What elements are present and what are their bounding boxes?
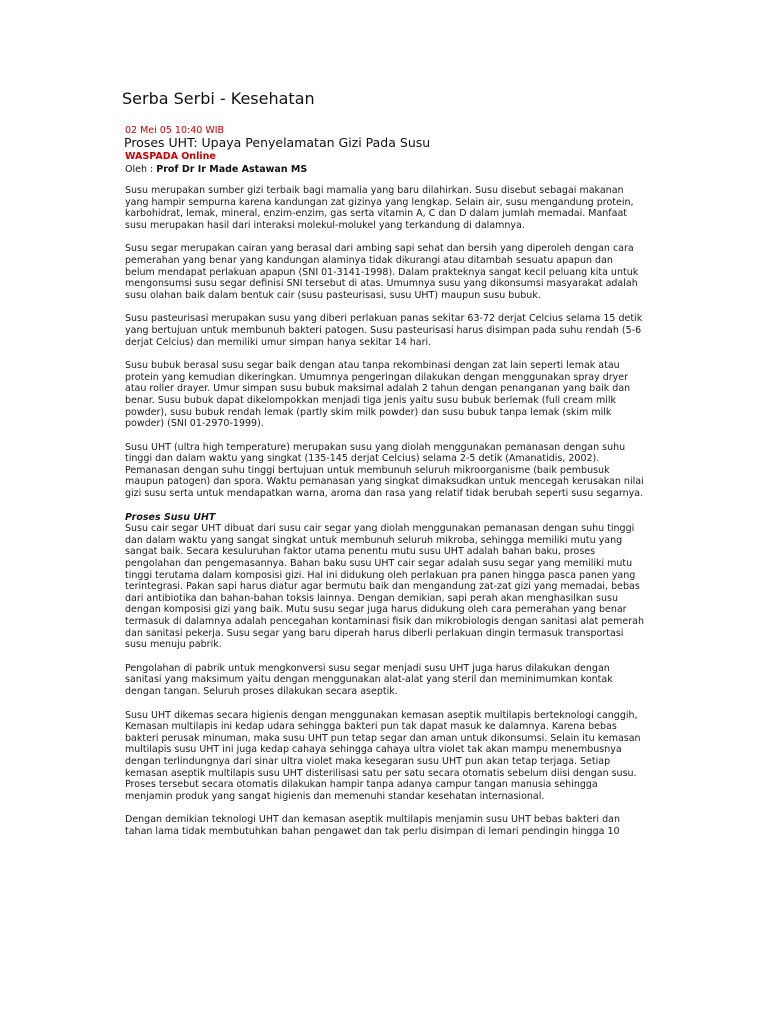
paragraph: Dengan demikian teknologi UHT dan kemasan aseptik multilapis menjamin susu UHT bebas bakteri dan tahan lama tidak membutuhkan bahan pengawet dan tak perlu disimpan di lemari pendingin hingga 10 [125, 814, 620, 837]
article-headline: Proses UHT: Upaya Penyelamatan Gizi Pada Susu [124, 135, 431, 150]
author-name: Prof Dr Ir Made Astawan MS [156, 164, 308, 175]
paragraph: Susu cair segar UHT dibuat dari susu cair segar yang diolah menggunakan pemanasan dengan suhu tinggi dan dalam waktu yang sangat singkat untuk membunuh seluruh mikroba, sehingga memiliki mutu yang sangat baik. Secara kesuluruhan faktor utama penentu mutu susu UHT adalah bahan baku, proses pengolahan dan pengemasannya. Bahan baku susu UHT cair segar adalah susu segar yang memiliki mutu tinggi terutama dalam komposisi gizi. Hal ini didukung oleh perlakuan pra panen hingga pasca panen yang terintegrasi. Pakan sapi harus diatur agar bermutu baik dan mengandung zat-zat gizi yang memadai, bebas dari antibiotika dan bahan-bahan toksis lainnya. Dengan demikian, sapi perah akan menghasilkan susu dengan komposisi gizi yang baik. Mutu susu segar juga harus didukung oleh cara pemerahan yang benar termasuk di dalamnya adalah pencegahan kontaminasi fisik dan mikrobiologis dengan sanitasi alat pemerah dan sanitasi pekerja. Susu segar yang baru diperah harus diberli perlakuan dingin termasuk transportasi susu menuju pabrik. [125, 523, 644, 651]
publish-date: 02 Mei 05 10:40 WIB [125, 125, 225, 136]
subheading: Proses Susu UHT [125, 511, 216, 523]
paragraph: Susu UHT (ultra high temperature) merupakan susu yang diolah menggunakan pemanasan dengan suhu tinggi dan dalam waktu yang singkat (135-145 derjat Celcius) selama 2-5 detik (Amanatidis, 2002). Pemanasan dengan suhu tinggi bertujuan untuk membunuh seluruh mikroorganisme (baik pembusuk maupun patogen) dan spora. Waktu pemanasan yang singkat dimaksudkan untuk mencegah kerusakan nilai gizi susu serta untuk mendapatkan warna, aroma dan rasa yang relatif tidak berubah seperti susu segarnya. [125, 441, 644, 500]
paragraph: Susu bubuk berasal susu segar baik dengan atau tanpa rekombinasi dengan zat lain seperti lemak atau protein yang kemudian dikeringkan. Umumnya pengeringan dilakukan dengan menggunakan spray dryer atau roller drayer. Umur simpan susu bubuk maksimal adalah 2 tahun dengan penanganan yang baik dan benar. Susu bubuk dapat dikelompokkan menjadi tiga jenis yaitu susu bubuk berlemak (full cream milk powder), susu bubuk rendah lemak (partly skim milk powder) dan susu bubuk tanpa lemak (skim milk powder) (SNI 01-2970-1999). [125, 360, 631, 430]
paragraph: Susu pasteurisasi merupakan susu yang diberi perlakuan panas sekitar 63-72 derjat Celcius selama 15 detik yang bertujuan untuk membunuh bakteri patogen. Susu pasteurisasi harus disimpan pada suhu rendah (5-6 derjat Celcius) dan memiliki umur simpan hanya sekitar 14 hari. [125, 313, 643, 348]
source-label: WASPADA Online [125, 151, 216, 162]
section-title: Serba Serbi - Kesehatan [122, 89, 315, 108]
paragraph: Susu segar merupakan cairan yang berasal dari ambing sapi sehat dan bersih yang diperoleh dengan cara pemerahan yang benar yang kandungan alaminya tidak dikurangi atau ditambah sesuatu apapun dan belum mendapat perlakuan apapun (SNI 01-3141-1998). Dalam prakteknya sangat kecil peluang kita untuk mengonsumsi susu segar definisi SNI tersebut di atas. Umumnya susu yang dikonsumsi masyarakat adalah susu olahan baik dalam bentuk cair (susu pasteurisasi, susu UHT) maupun susu bubuk. [125, 243, 639, 301]
paragraph: Susu merupakan sumber gizi terbaik bagi mamalia yang baru dilahirkan. Susu disebut sebagai makanan yang hampir sempurna karena kandungan zat gizinya yang lengkap. Selain air, susu mengandung protein, karbohidrat, lemak, mineral, enzim-enzim, gas serta vitamin A, C dan D dalam jumlah memadai. Manfaat susu merupakan hasil dari interaksi molekul-molukel yang terkandung di dalamnya. [125, 185, 634, 231]
author-line [125, 164, 307, 175]
paragraph: Pengolahan di pabrik untuk mengkonversi susu segar menjadi susu UHT juga harus dilakukan dengan sanitasi yang maksimum yaitu dengan menggunakan alat-alat yang steril dan meminimumkan kontak dengan tangan. Seluruh proses dilakukan secara aseptik. [125, 662, 613, 697]
article-body [125, 185, 645, 850]
paragraph: Susu UHT dikemas secara higienis dengan menggunakan kemasan aseptik multilapis berteknologi canggih, Kemasan multilapis ini kedap udara sehingga bakteri pun tak dapat masuk ke dalamnya. Karena bebas bakteri perusak minuman, maka susu UHT pun tetap segar dan aman untuk dikonsumsi. Selain itu kemasan multilapis susu UHT ini juga kedap cahaya sehingga cahaya ultra violet tak akan mampu menembusnya dengan terlindungnya dari sinar ultra violet maka kesegaran susu UHT pun akan tetap terjaga. Setiap kemasan aseptik multilapis susu UHT disterilisasi satu per satu secara otomatis sebelum diisi dengan susu. Proses tersebut secara otomatis dilakukan hampir tanpa adanya campur tangan manusia sehingga menjamin produk yang sangat higienis dan memenuhi standar kesehatan internasional. [125, 709, 641, 802]
author-prefix: Oleh : [125, 164, 154, 175]
